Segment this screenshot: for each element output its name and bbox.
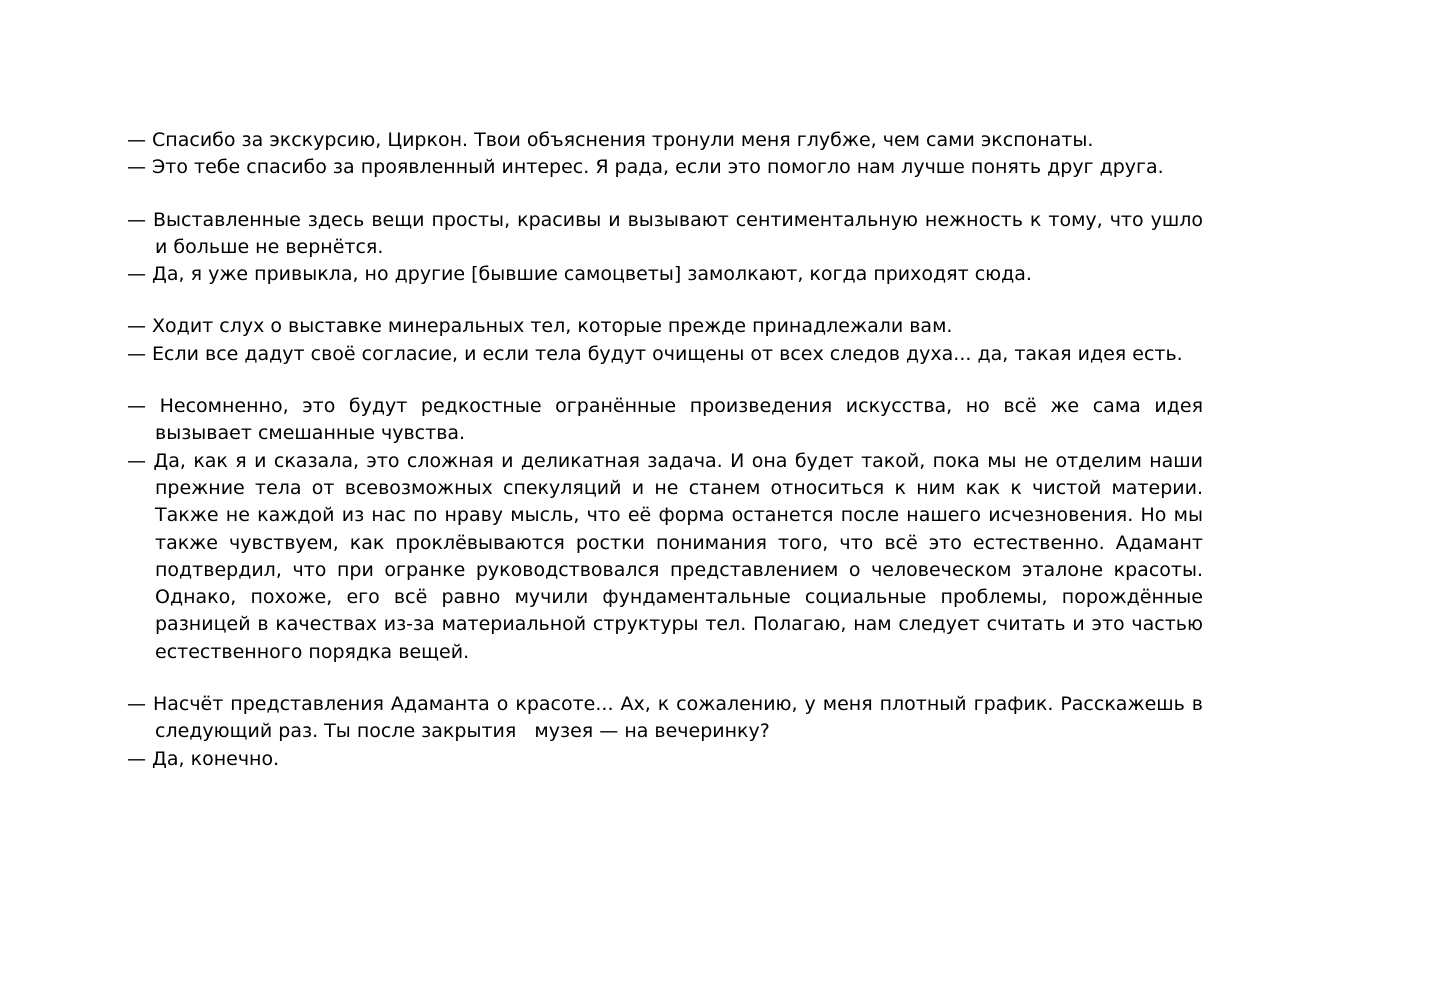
dialogue-line: — Да, конечно. — [127, 747, 280, 770]
dialogue-line: — Выставленные здесь вещи просты, красивы и вызывают сентиментальную нежность к тому, что ушло и больше не вернётся. — [127, 208, 1210, 258]
dialogue-line: — Спасибо за экскурсию, Циркон. Твои объяснения тронули меня глубже, чем сами экспонаты. — [127, 129, 1094, 151]
dialogue-line: — Ходит слух о выставке минеральных тел, которые прежде принадлежали вам. — [127, 315, 953, 338]
dialogue-exchange-5 — [127, 691, 1210, 773]
dialogue-line: — Насчёт представления Адаманта о красоте... Ах, к сожалению, у меня плотный график. Расскажешь в следующий раз. Ты после закрытия музея — на вечеринку? — [127, 693, 1210, 743]
dialogue-line: — Если все дадут своё согласие, и если тела будут очищены от всех следов духа... да, такая идея есть. — [127, 342, 1183, 365]
dialogue-text — [127, 127, 1210, 798]
dialogue-line: — Да, как я и сказала, это сложная и деликатная задача. И она будет такой, пока мы не отделим наши прежние тела от всевозможных спекуляций и не станем относиться к ним как к чистой материи. Также не каждой из нас по нраву мысль, что её форма останется после нашего исчезновения. Но мы также чувствуем, как проклёвываются ростки понимания того, что всё это естественно. Адамант подтвердил, что при огранке руководствовался представлением о человеческом эталоне красоты. Однако, похоже, его всё равно мучили фундаментальные социальные проблемы, порождённые разницей в качествах из-за материальной структуры тел. Полагаю, нам следует считать и это частью естественного порядка вещей. — [127, 449, 1210, 663]
dialogue-exchange-4 — [127, 393, 1210, 666]
dialogue-exchange-3 — [127, 313, 1203, 368]
dialogue-line: — Да, я уже привыкла, но другие [бывшие самоцветы] замолкают, когда приходят сюда. — [127, 263, 1032, 286]
dialogue-line: — Несомненно, это будут редкостные огранённые произведения искусства, но всё же сама идея вызывает смешанные чувства. — [127, 395, 1210, 445]
dialogue-exchange-2 — [127, 207, 1210, 289]
dialogue-exchange-1 — [127, 127, 1203, 182]
dialogue-line: — Это тебе спасибо за проявленный интерес. Я рада, если это помогло нам лучше понять друг друга. — [127, 156, 1164, 179]
